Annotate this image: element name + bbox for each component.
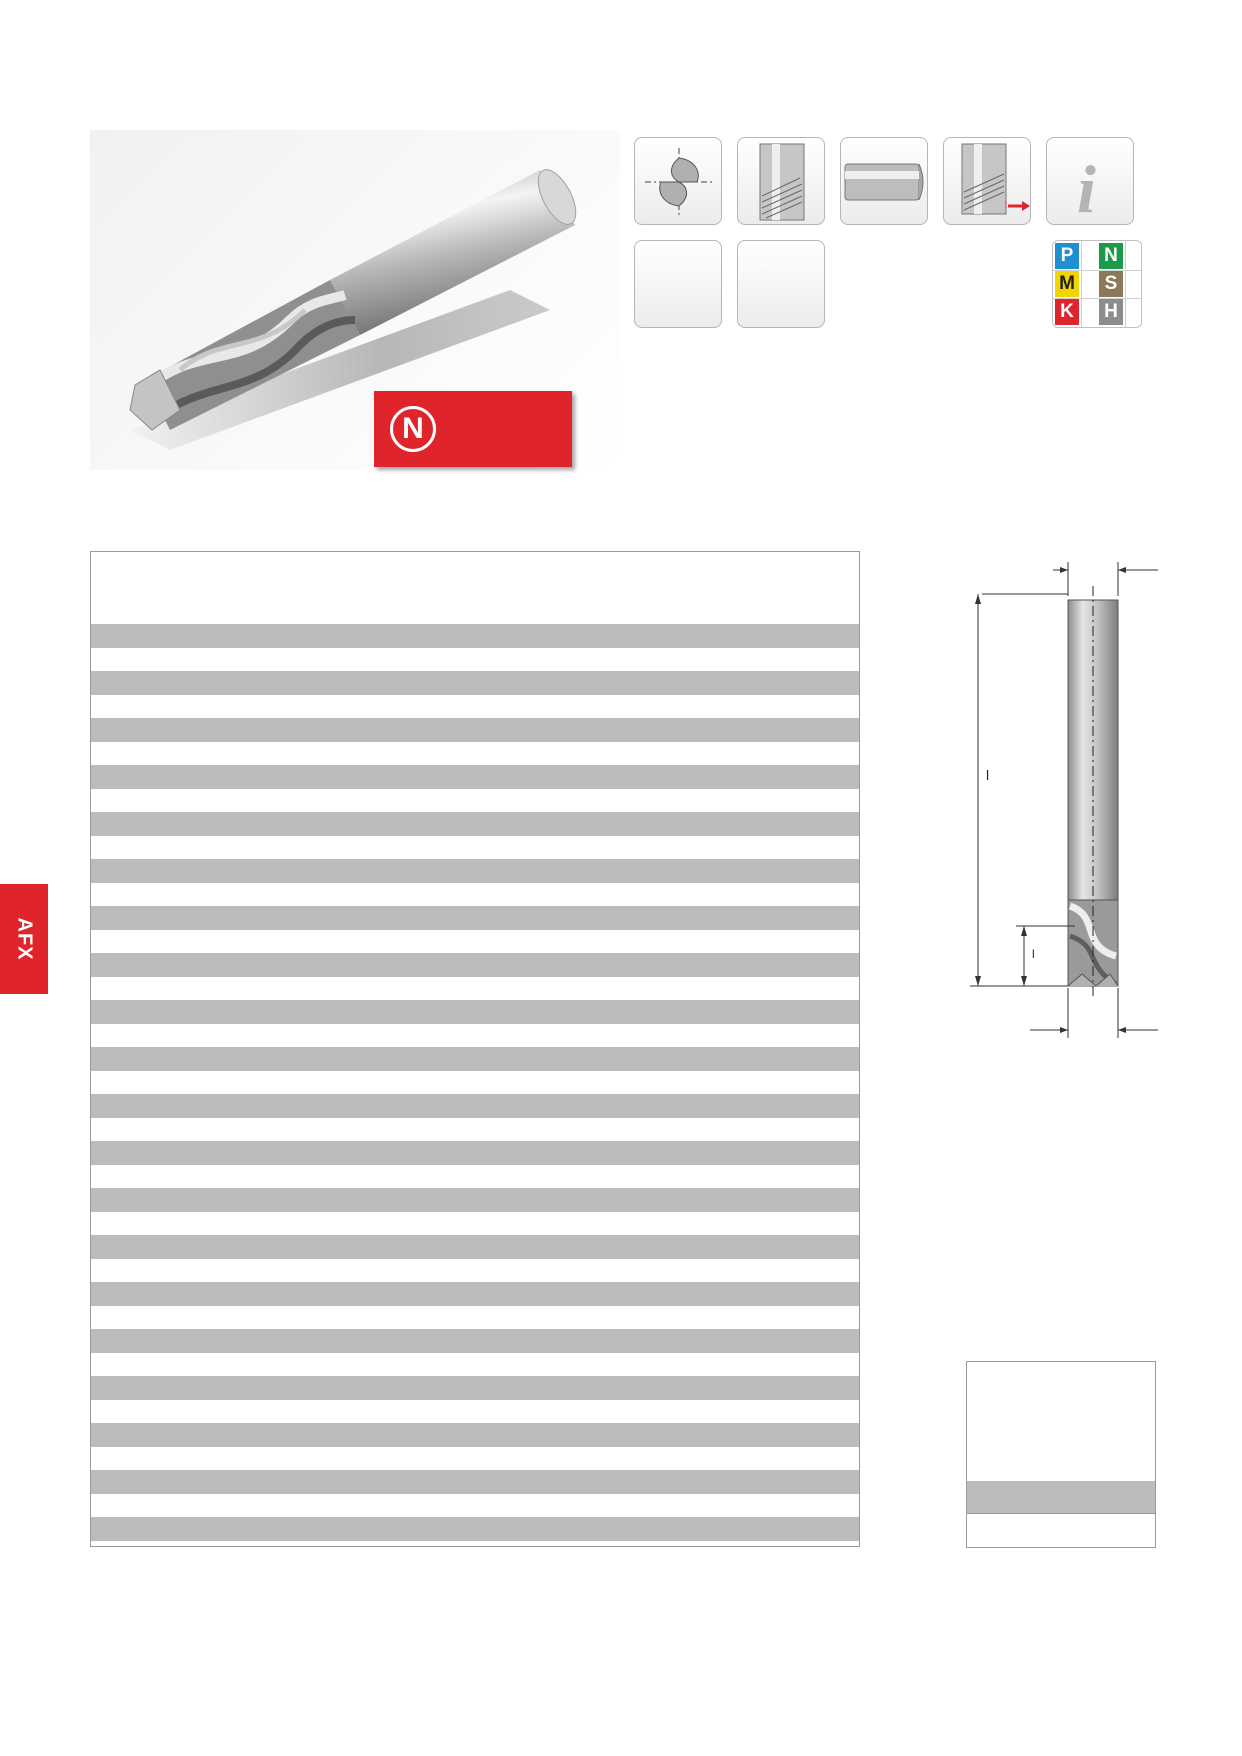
spec-table-header xyxy=(91,552,859,624)
table-row xyxy=(91,1376,859,1400)
table-row xyxy=(91,1000,859,1024)
helix-shank-feed-arrow-icon xyxy=(943,137,1031,225)
material-m-cell: M xyxy=(1055,271,1079,297)
table-row xyxy=(91,765,859,789)
table-row xyxy=(91,1141,859,1165)
table-row xyxy=(91,906,859,930)
spec-table xyxy=(90,551,860,1547)
table-row xyxy=(91,1517,859,1541)
table-row xyxy=(91,859,859,883)
table-row xyxy=(91,1329,859,1353)
material-k-cell: K xyxy=(1055,299,1079,325)
side-tab-afx xyxy=(0,884,48,994)
material-p-cell: P xyxy=(1055,243,1079,269)
info-icon-glyph: i xyxy=(1077,151,1096,226)
helix-shank-icon xyxy=(737,137,825,225)
material-n-cell: N xyxy=(1099,243,1123,269)
table-row xyxy=(91,1423,859,1447)
table-row xyxy=(91,671,859,695)
material-h-cell: H xyxy=(1099,299,1123,325)
table-row xyxy=(91,1047,859,1071)
small-info-table xyxy=(966,1361,1156,1548)
table-row xyxy=(91,812,859,836)
material-badge xyxy=(374,391,572,467)
overall-length-label: l xyxy=(986,767,990,783)
empty-icon-box xyxy=(634,240,722,328)
plain-cylindrical-shank-icon xyxy=(840,137,928,225)
material-group-grid xyxy=(1052,240,1142,328)
table-row xyxy=(91,1094,859,1118)
empty-icon-box xyxy=(737,240,825,328)
material-n-symbol: N xyxy=(390,406,436,452)
table-row xyxy=(91,1188,859,1212)
cutting-length-label: l xyxy=(1032,947,1035,961)
material-s-cell: S xyxy=(1099,271,1123,297)
table-row xyxy=(91,1282,859,1306)
table-row xyxy=(91,953,859,977)
technical-drawing xyxy=(960,556,1160,1056)
info-icon xyxy=(1046,137,1134,225)
side-tab-label: AFX xyxy=(13,917,36,961)
table-row xyxy=(91,624,859,648)
table-row xyxy=(91,1470,859,1494)
table-row xyxy=(967,1481,1155,1513)
table-row xyxy=(91,1235,859,1259)
table-row xyxy=(91,718,859,742)
two-flute-cross-section-icon xyxy=(634,137,722,225)
